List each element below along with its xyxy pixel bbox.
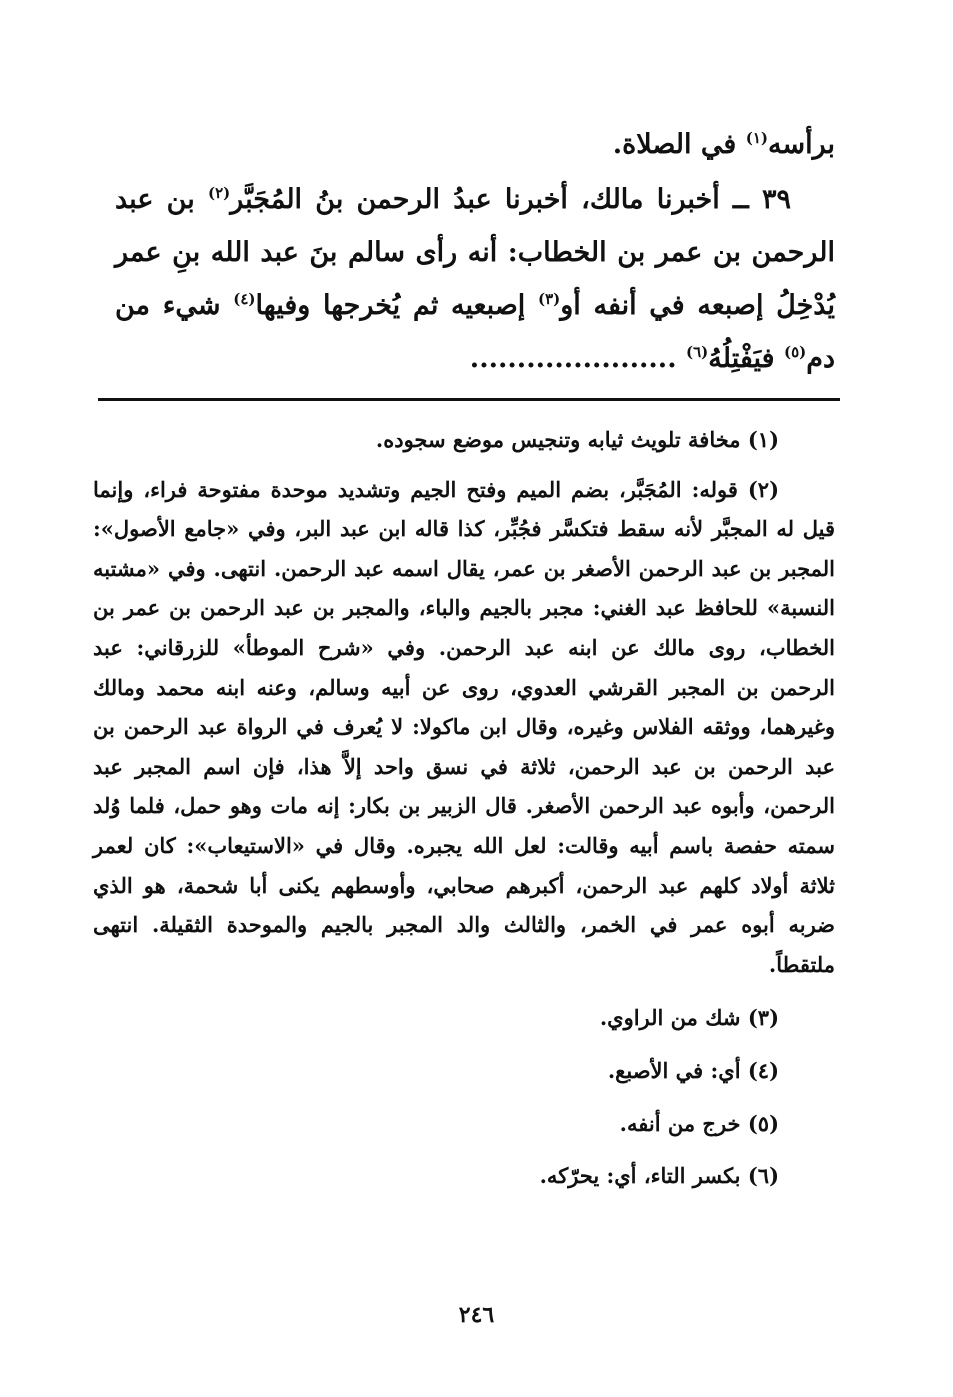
footnote-ref-5[interactable]: (٥) — [783, 343, 807, 361]
footnote-1: (١) مخافة تلويث ثيابه وتنجيس موضع سجوده. — [375, 427, 779, 452]
text-fragment: ٣٩ ــ أخبرنا مالك، أخبرنا عبدُ الرحمن بنُ المُجَبَّر — [230, 184, 791, 215]
footnote-ref-2[interactable]: (٢) — [207, 184, 231, 202]
text-fragment: فيَفْتِلُهُ — [708, 343, 784, 374]
footnote-ref-3[interactable]: (٣) — [537, 290, 561, 308]
page-number: ٢٤٦ — [458, 1302, 495, 1328]
footnote-ref-6[interactable]: (٦) — [686, 343, 709, 361]
footnote-separator — [98, 398, 840, 401]
main-line-1 — [115, 118, 835, 171]
footnotes — [93, 420, 835, 1196]
footnote-3: (٣) شك من الراوي. — [599, 1005, 779, 1031]
text-fragment: برأسه — [767, 129, 835, 160]
text-fragment: بن عبد الرحمن بن عمر بن الخطاب: أنه رأى سالم بنَ عبد الله بنِ عمر يُدْخِلُ إصبعه في أنفه أو — [115, 184, 835, 321]
footnote-6: (٦) بكسر التاء، أي: يحرّكه. — [539, 1163, 779, 1189]
footnote-4: (٤) أي: في الأصبع. — [607, 1057, 779, 1083]
text-fragment: شيء من دم — [115, 290, 835, 374]
footnote-ref-4[interactable]: (٤) — [233, 290, 256, 308]
main-text — [115, 118, 835, 385]
text-fragment: إصبعيه ثم يُخرجها وفيها — [255, 290, 538, 321]
footnote-ref-1[interactable]: (١) — [745, 129, 768, 147]
footnote-5: (٥) خرج من أنفه. — [619, 1110, 779, 1136]
text-fragment: في الصلاة. — [612, 129, 746, 160]
continuation-dots: ...................... — [469, 343, 686, 374]
hadith-39 — [115, 173, 835, 385]
footnote-2: (٢) قوله: المُجَبَّر، بضم الميم وفتح الجيم وتشديد موحدة مفتوحة فراء، وإنما قيل له المجبَّر لأنه سقط فتكسَّر فجُبِّر، كذا قاله ابن عبد البر، وفي «جامع الأصول»: المجبر بن عبد الرحمن الأصغر بن عمر، يقال اسمه عبد الرحمن. انتهى. وفي «مشتبه النسبة» للحافظ عبد الغني: مجبر بالجيم والباء، والمجبر بن عبد الرحمن بن عمر بن الخطاب، روى مالك عن ابنه عبد الرحمن. وفي «شرح الموطأ» للزرقاني: عبد الرحمن بن المجبر القرشي العدوي، روى عن أبيه وسالم، وعنه ابنه محمد ومالك وغيرهما، ووثقه الفلاس وغيره، وقال ابن ماكولا: لا يُعرف في الرواة عبد الرحمن بن عبد الرحمن بن عبد الرحمن، ثلاثة في نسق واحد إلاَّ هذا، فإن اسم المجبر عبد الرحمن، وأبوه عبد الرحمن الأصغر. قال الزبير بن بكار: إنه مات وهو حمل، فلما وُلد سمته حفصة باسم أبيه وقالت: لعل الله يجبره. وقال في «الاستيعاب»: كان لعمر ثلاثة أولاد كلهم عبد الرحمن، أكبرهم صحابي، وأوسطهم يكنى أبا شحمة، هو الذي ضربه أبوه عمر في الخمر، والثالث والد المجبر بالجيم والموحدة الثقيلة. انتهى ملتقطاً. — [93, 476, 835, 977]
